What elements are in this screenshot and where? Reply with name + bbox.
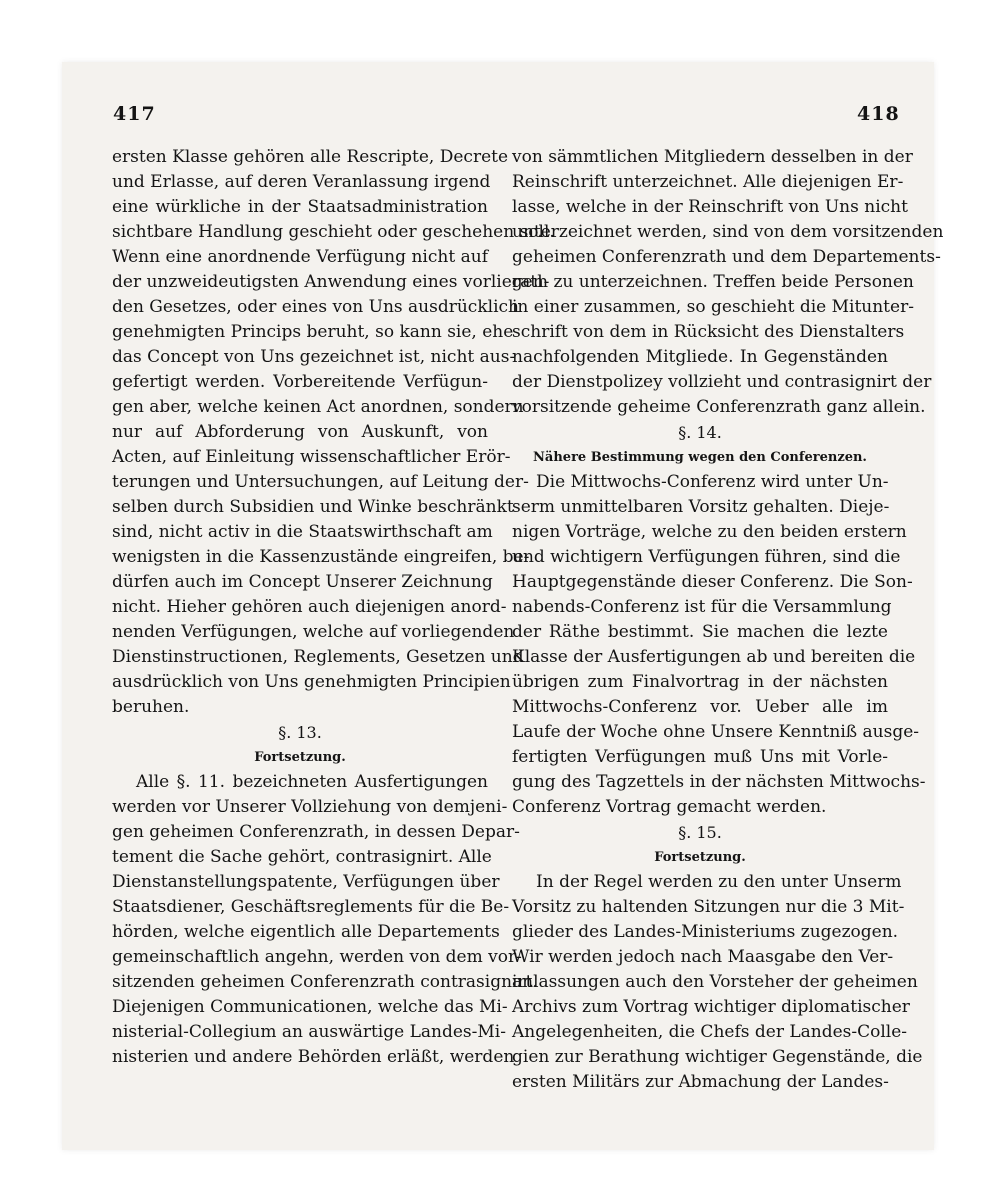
- section-heading: §. 15.: [678, 823, 722, 842]
- text-line: gien zur Berathung wichtiger Gegenstände, die: [512, 1047, 923, 1067]
- text-line: übrigen zum Finalvortrag in der nächsten: [512, 672, 888, 692]
- text-line: ersten Klasse gehören alle Rescripte, Decrete: [112, 147, 509, 167]
- text-line: Angelegenheiten, die Chefs der Landes-Colle-: [512, 1022, 908, 1042]
- text-line: nachfolgenden Mitgliede. In Gegenständen: [512, 347, 888, 367]
- text-line: Die Mittwochs-Conferenz wird unter Un-: [536, 472, 889, 492]
- text-line: nigen Vorträge, welche zu den beiden erstern: [512, 522, 907, 542]
- text-line: den Gesetzes, oder eines von Uns ausdrücklich: [112, 297, 519, 317]
- text-line: Laufe der Woche ohne Unsere Kenntniß ausge-: [512, 722, 920, 742]
- text-line: selben durch Subsidien und Winke beschränkt: [112, 497, 514, 517]
- text-line: der Räthe bestimmt. Sie machen die lezte: [512, 622, 888, 642]
- text-line: glieder des Landes-Ministeriums zugezogen.: [512, 922, 899, 942]
- text-line: beruhen.: [112, 697, 190, 717]
- section-heading: §. 13.: [278, 723, 322, 742]
- section-subheading: Nähere Bestimmung wegen den Conferenzen.: [533, 450, 867, 465]
- text-line: der unzweideutigsten Anwendung eines vorliegen-: [112, 272, 550, 292]
- text-line: In der Regel werden zu den unter Unserm: [536, 872, 902, 892]
- text-line: gen geheimen Conferenzrath, in dessen Depar-: [112, 822, 520, 842]
- text-line: und Erlasse, auf deren Veranlassung irgend: [112, 172, 491, 192]
- text-line: fertigten Verfügungen muß Uns mit Vorle-: [512, 747, 888, 767]
- text-line: genehmigten Princips beruht, so kann sie, ehe: [112, 322, 514, 342]
- text-line: geheimen Conferenzrath und dem Departements-: [512, 247, 941, 267]
- text-line: wenigsten in die Kassenzustände eingreifen, be-: [112, 547, 530, 567]
- text-line: sichtbare Handlung geschieht oder geschehen soll.: [112, 222, 555, 242]
- text-line: Dienstanstellungspatente, Verfügungen über: [112, 872, 500, 892]
- text-line: rath zu unterzeichnen. Treffen beide Personen: [512, 272, 914, 292]
- text-line: Reinschrift unterzeichnet. Alle diejenigen Er-: [512, 172, 904, 192]
- text-line: Archivs zum Vortrag wichtiger diplomatischer: [512, 997, 910, 1017]
- text-line: lasse, welche in der Reinschrift von Uns nicht: [512, 197, 908, 217]
- text-line: Staatsdiener, Geschäftsreglements für die Be-: [112, 897, 510, 917]
- section-subheading: Fortsetzung.: [654, 850, 746, 865]
- text-line: hörden, welche eigentlich alle Departements: [112, 922, 500, 942]
- text-line: dürfen auch im Concept Unserer Zeichnung: [112, 572, 493, 592]
- text-line: serm unmittelbaren Vorsitz gehalten. Dieje-: [512, 497, 890, 517]
- text-line: das Concept von Uns gezeichnet ist, nicht aus-: [112, 347, 516, 367]
- text-line: Acten, auf Einleitung wissenschaftlicher Erör-: [112, 447, 511, 467]
- text-line: Diejenigen Communicationen, welche das Mi-: [112, 997, 508, 1017]
- left-text-column: [112, 145, 555, 1070]
- section-subheading: Fortsetzung.: [254, 750, 346, 765]
- text-line: Klasse der Ausfertigungen ab und bereiten die: [512, 647, 916, 667]
- text-line: gemeinschaftlich angehn, werden von dem vor-: [112, 947, 522, 967]
- text-line: nisterien und andere Behörden erläßt, werden: [112, 1047, 515, 1067]
- text-line: gen aber, welche keinen Act anordnen, sondern: [112, 397, 524, 417]
- text-line: gung des Tagzettels in der nächsten Mittwochs-: [512, 772, 926, 792]
- text-line: in einer zusammen, so geschieht die Mitunter-: [512, 297, 914, 317]
- text-line: nenden Verfügungen, welche auf vorliegenden: [112, 622, 515, 642]
- text-line: unterzeichnet werden, sind von dem vorsitzenden: [512, 222, 944, 242]
- text-line: terungen und Untersuchungen, auf Leitung der-: [112, 472, 529, 492]
- text-line: nisterial-Collegium an auswärtige Landes-Mi-: [112, 1022, 506, 1042]
- text-line: ausdrücklich von Uns genehmigten Principien: [112, 672, 511, 692]
- text-line: anlassungen auch den Vorsteher der geheimen: [512, 972, 918, 992]
- text-line: gefertigt werden. Vorbereitende Verfügun-: [112, 372, 488, 392]
- text-line: nur auf Abforderung von Auskunft, von: [112, 422, 488, 442]
- text-line: Alle §. 11. bezeichneten Ausfertigungen: [136, 772, 488, 792]
- text-line: und wichtigern Verfügungen führen, sind die: [512, 547, 901, 567]
- text-line: Conferenz Vortrag gemacht werden.: [512, 797, 827, 817]
- text-line: Vorsitz zu haltenden Sitzungen nur die 3 Mit-: [512, 897, 905, 917]
- right-text-column: [512, 145, 944, 1095]
- text-line: Wenn eine anordnende Verfügung nicht auf: [112, 247, 488, 267]
- page-number-right: 418: [857, 103, 900, 125]
- text-line: tement die Sache gehört, contrasignirt. Alle: [112, 847, 492, 867]
- text-line: vorsitzende geheime Conferenzrath ganz allein.: [512, 397, 926, 417]
- section-heading: §. 14.: [678, 423, 722, 442]
- text-line: werden vor Unserer Vollziehung von demjeni-: [112, 797, 508, 817]
- text-line: schrift von dem in Rücksicht des Dienstalters: [512, 322, 905, 342]
- text-line: Dienstinstructionen, Reglements, Gesetzen und: [112, 647, 524, 667]
- text-line: von sämmtlichen Mitgliedern desselben in der: [512, 147, 913, 167]
- page-number-left: 417: [113, 103, 156, 125]
- text-line: sind, nicht activ in die Staatswirthschaft am: [112, 522, 493, 542]
- text-line: Hauptgegenstände dieser Conferenz. Die Son-: [512, 572, 913, 592]
- text-line: nabends-Conferenz ist für die Versammlung: [512, 597, 892, 617]
- text-line: eine würkliche in der Staatsadministration: [112, 197, 488, 217]
- text-line: der Dienstpolizey vollzieht und contrasignirt der: [512, 372, 932, 392]
- text-line: Wir werden jedoch nach Maasgabe den Ver-: [512, 947, 894, 967]
- text-line: Mittwochs-Conferenz vor. Ueber alle im: [512, 697, 888, 717]
- text-line: sitzenden geheimen Conferenzrath contrasignirt.: [112, 972, 538, 992]
- text-line: ersten Militärs zur Abmachung der Landes-: [512, 1072, 889, 1092]
- text-line: nicht. Hieher gehören auch diejenigen anord-: [112, 597, 507, 617]
